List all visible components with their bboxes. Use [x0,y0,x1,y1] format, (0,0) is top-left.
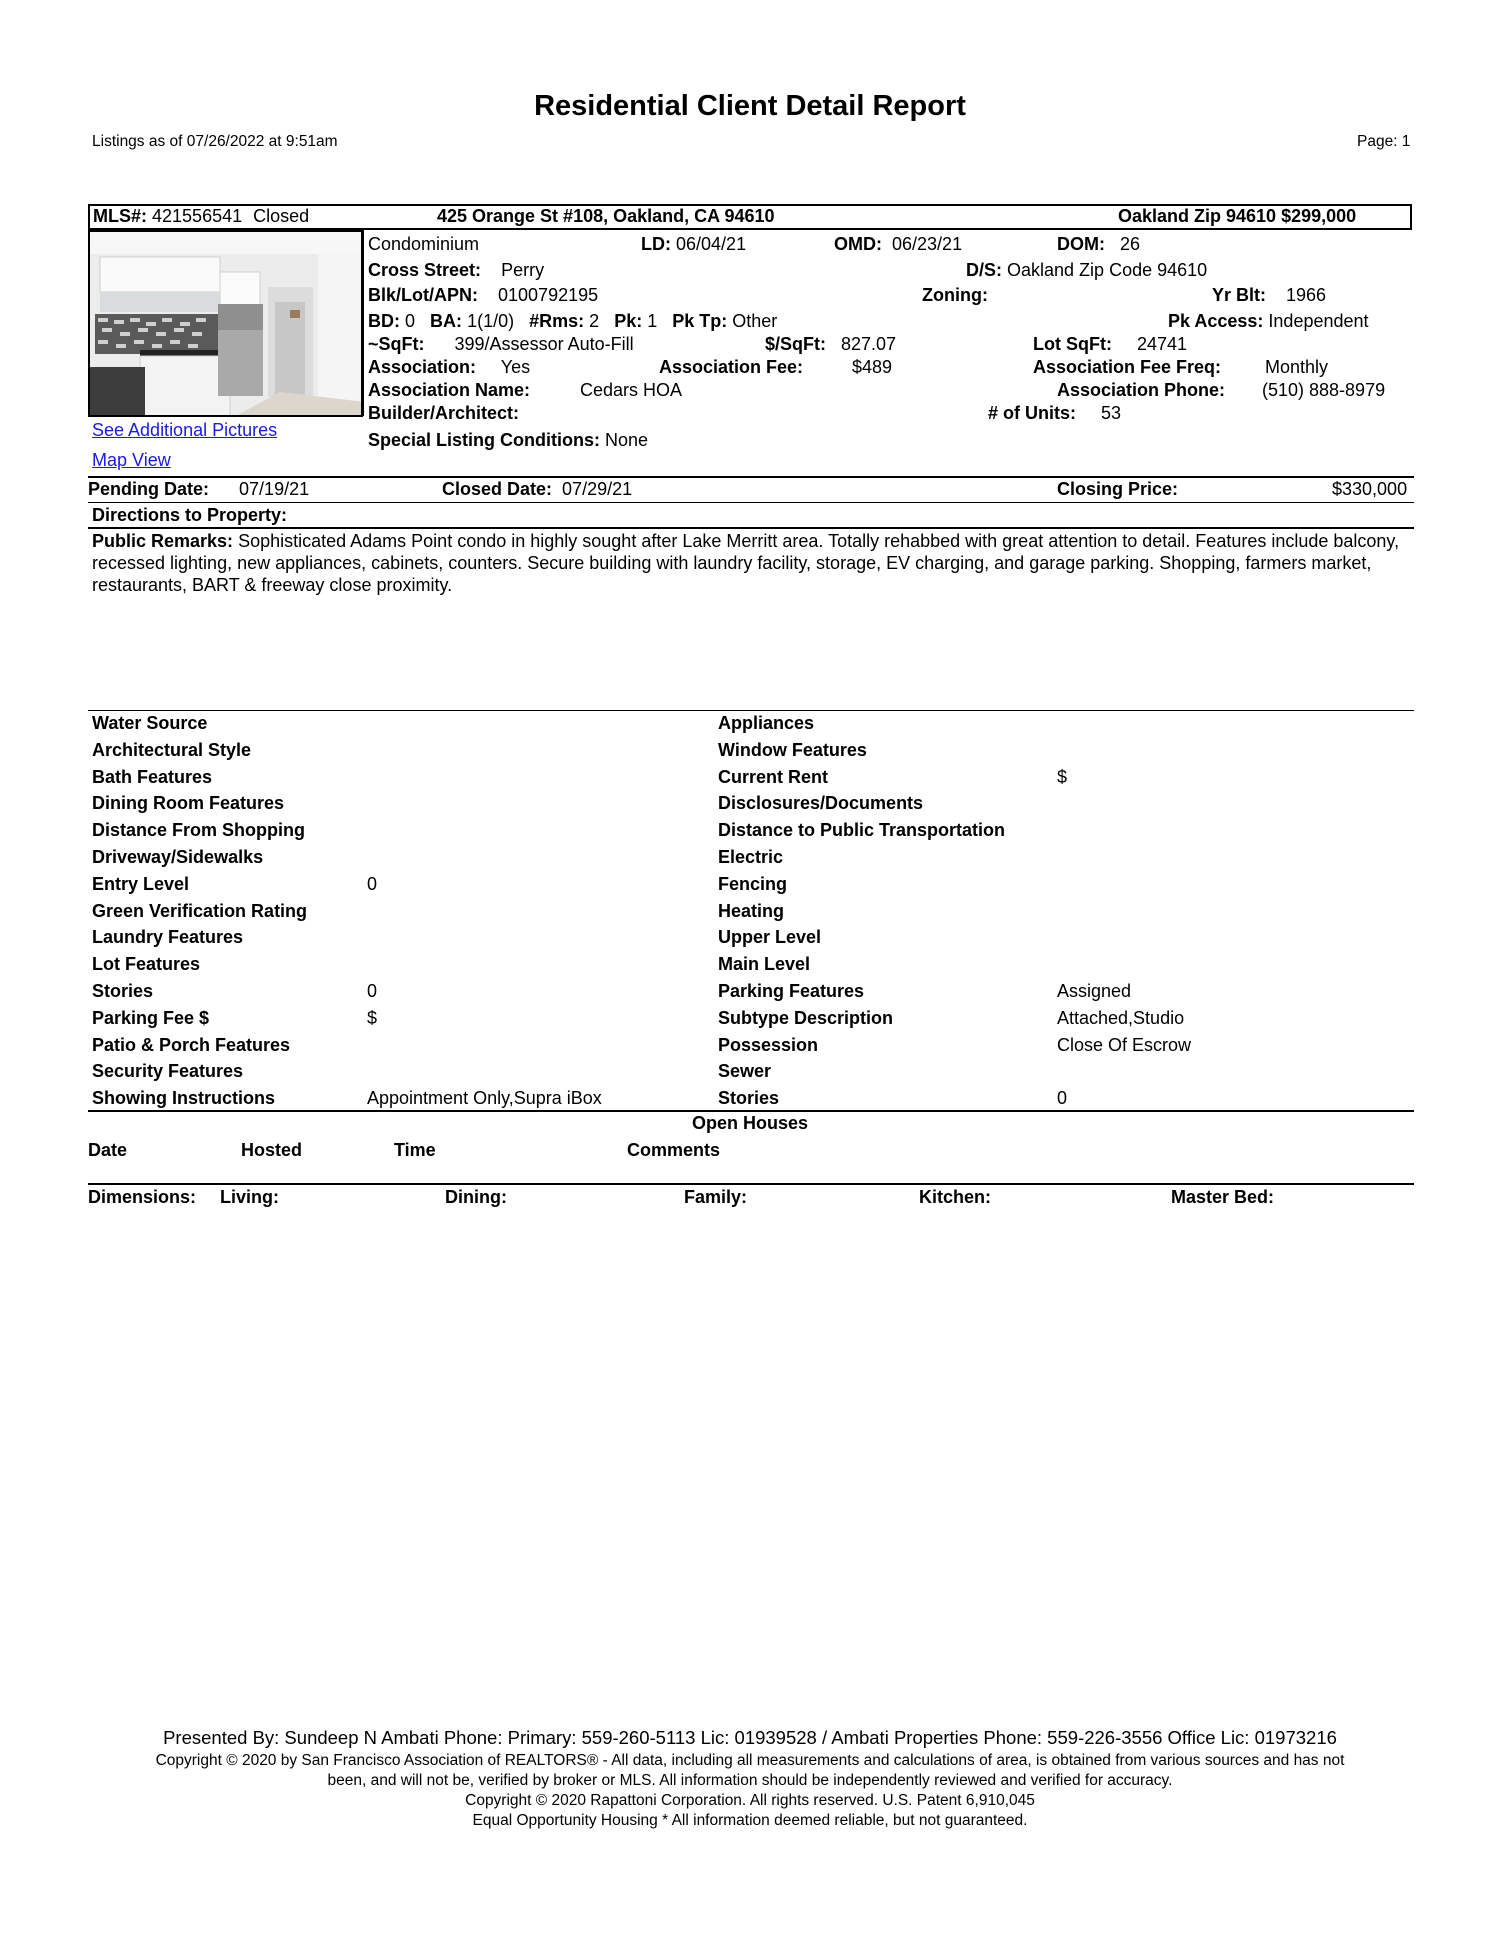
dom-label: DOM: [1057,234,1105,254]
builder-label: Builder/Architect: [368,403,520,423]
page-number: Page: 1 [1357,133,1411,150]
listings-as-of: Listings as of 07/26/2022 at 9:51am [92,133,338,150]
feature-value: Assigned [1057,981,1132,1001]
association-fee-value: $489 [852,357,893,377]
units-label: # of Units: [988,403,1076,423]
pk-access-value: Independent [1268,311,1369,331]
directions-label: Directions to Property: [92,505,288,525]
pk-tp-value: Other [732,311,778,331]
ba-value: 1(1/0) [467,311,515,331]
public-remarks-label: Public Remarks: [92,531,234,551]
listing-photo[interactable] [88,230,363,417]
association-fee-freq-value: Monthly [1265,357,1329,377]
rms-value: 2 [589,311,600,331]
feature-value: 0 [1057,1088,1068,1108]
units-value: 53 [1101,403,1122,423]
feature-value: $ [1057,767,1068,787]
sqft-value: 399/Assessor Auto-Fill [454,334,634,354]
pending-date-label: Pending Date: [88,479,210,499]
association-label: Association: [368,357,477,377]
feature-label: Current Rent [718,767,829,787]
ld-label: LD: [641,234,671,254]
feature-label: Water Source [92,713,208,733]
feature-label: Distance From Shopping [92,820,306,840]
mls-label: MLS#: [93,206,147,226]
feature-label: Parking Fee $ [92,1008,210,1028]
mls-value: 421556541 [152,206,243,226]
apn-label: Blk/Lot/APN: [368,285,478,305]
association-fee-label: Association Fee: [659,357,804,377]
feature-value: Close Of Escrow [1057,1035,1192,1055]
dimension-living: Living: [220,1187,279,1207]
closing-price-value: $330,000 [1332,479,1408,499]
report-title: Residential Client Detail Report [534,90,966,122]
feature-label: Driveway/Sidewalks [92,847,264,867]
divider [88,1183,1414,1185]
feature-label: Disclosures/Documents [718,793,924,813]
closed-date-value: 07/29/21 [562,479,633,499]
listing-address: 425 Orange St #108, Oakland, CA 94610 [437,206,775,226]
see-additional-pictures-link[interactable]: See Additional Pictures [92,420,278,440]
pk-label: Pk: [614,311,643,331]
divider [88,476,1414,478]
mls-number [93,206,309,227]
equal-housing: Equal Opportunity Housing * All information deemed reliable, but not guaranteed. [472,1812,1028,1829]
open-houses-title: Open Houses [691,1113,809,1133]
area-list-price: Oakland Zip 94610 $299,000 [1118,206,1357,226]
feature-label: Green Verification Rating [92,901,308,921]
feature-label: Electric [718,847,784,867]
feature-label: Patio & Porch Features [92,1035,291,1055]
association-fee-freq-label: Association Fee Freq: [1033,357,1222,377]
feature-value: 0 [367,874,378,894]
feature-label: Main Level [718,954,811,974]
property-type: Condominium [368,234,480,254]
dimension-family: Family: [684,1187,748,1207]
apn-value: 0100792195 [498,285,599,305]
association-phone-value: (510) 888-8979 [1262,380,1386,400]
price-sqft-value: 827.07 [841,334,897,354]
pk-value: 1 [647,311,658,331]
copyright-rapattoni: Copyright © 2020 Rapattoni Corporation. All rights reserved. U.S. Patent 6,910,045 [465,1792,1035,1809]
feature-label: Fencing [718,874,788,894]
feature-label: Stories [92,981,154,1001]
info-divider [362,230,364,416]
feature-label: Heating [718,901,785,921]
feature-label: Bath Features [92,767,213,787]
feature-label: Showing Instructions [92,1088,275,1108]
feature-value: 0 [367,981,378,1001]
kitchen-photo-icon [90,232,363,417]
feature-label: Window Features [718,740,867,760]
divider [88,527,1414,529]
feature-value: $ [367,1008,378,1028]
feature-value: Attached,Studio [1057,1008,1185,1028]
feature-label: Parking Features [718,981,865,1001]
pk-tp-label: Pk Tp: [672,311,728,331]
dimension-master-bed: Master Bed: [1171,1187,1275,1207]
map-view-link[interactable]: Map View [92,450,171,470]
dimension-kitchen: Kitchen: [919,1187,991,1207]
closing-price-label: Closing Price: [1057,479,1179,499]
feature-label: Dining Room Features [92,793,285,813]
feature-label: Subtype Description [718,1008,894,1028]
ld-value: 06/04/21 [676,234,747,254]
rms-label: #Rms: [529,311,585,331]
ba-label: BA: [430,311,463,331]
dimension-dining: Dining: [445,1187,507,1207]
presented-by: Presented By: Sundeep N Ambati Phone: Primary: 559-260-5113 Lic: 01939528 / Ambati Properties Phone: 559-226-3556 Office Lic: 01973216 [163,1727,1337,1748]
dimensions-label: Dimensions: [88,1187,197,1207]
dom-value: 26 [1120,234,1141,254]
sqft-label: ~SqFt: [368,334,425,354]
association-name-value: Cedars HOA [580,380,683,400]
association-value: Yes [500,357,531,377]
feature-label: Security Features [92,1061,244,1081]
yr-blt-label: Yr Blt: [1212,285,1266,305]
ds-label: D/S: [966,260,1002,280]
closed-date-label: Closed Date: [442,479,553,499]
pk-access-label: Pk Access: [1168,311,1264,331]
zoning-label: Zoning: [922,285,988,305]
open-houses-col-time: Time [394,1140,436,1160]
lot-sqft-label: Lot SqFt: [1033,334,1112,354]
feature-label: Entry Level [92,874,190,894]
yr-blt-value: 1966 [1286,285,1327,305]
association-phone-label: Association Phone: [1057,380,1226,400]
feature-label: Possession [718,1035,819,1055]
bd-value: 0 [405,311,416,331]
open-houses-col-comments: Comments [627,1140,721,1160]
omd-label: OMD: [834,234,882,254]
ds-value: Oakland Zip Code 94610 [1007,260,1208,280]
cross-street-label: Cross Street: [368,260,482,280]
feature-label: Laundry Features [92,927,244,947]
public-remarks-text: Sophisticated Adams Point condo in highly sought after Lake Merritt area. Totally rehabbed with great attention to detail. Features include balcony, recessed lighting, new appliances, cabinets, counters. Secure building with laundry facility, storage, EV charging, and garage parking. Shopping, farmers market, restaurants, BART & freeway close proximity. [92,531,1400,595]
feature-label: Distance to Public Transportation [718,820,1006,840]
price-sqft-label: $/SqFt: [765,334,826,354]
bd-label: BD: [368,311,400,331]
feature-label: Upper Level [718,927,822,947]
listing-status: Closed [253,206,310,226]
feature-label: Architectural Style [92,740,252,760]
copyright-realtors-cont: been, and will not be, verified by broker or MLS. All information should be independently reviewed and verified for accuracy. [327,1772,1173,1789]
feature-label: Lot Features [92,954,201,974]
divider [88,710,1414,711]
public-remarks [92,530,1412,596]
feature-value: Appointment Only,Supra iBox [367,1088,602,1108]
open-houses-col-date: Date [88,1140,128,1160]
special-conditions-value: None [605,430,649,450]
open-houses-col-hosted: Hosted [241,1140,303,1160]
special-conditions-label: Special Listing Conditions: [368,430,601,450]
feature-label: Sewer [718,1061,772,1081]
pending-date-value: 07/19/21 [239,479,310,499]
association-name-label: Association Name: [368,380,531,400]
cross-street-value: Perry [501,260,545,280]
omd-value: 06/23/21 [892,234,963,254]
feature-label: Stories [718,1088,780,1108]
feature-label: Appliances [718,713,815,733]
divider [88,502,1414,503]
copyright-realtors: Copyright © 2020 by San Francisco Association of REALTORS® - All data, including all measurements and calculations of area, is obtained from various sources and has not [155,1752,1345,1769]
divider [88,1110,1414,1112]
lot-sqft-value: 24741 [1137,334,1188,354]
